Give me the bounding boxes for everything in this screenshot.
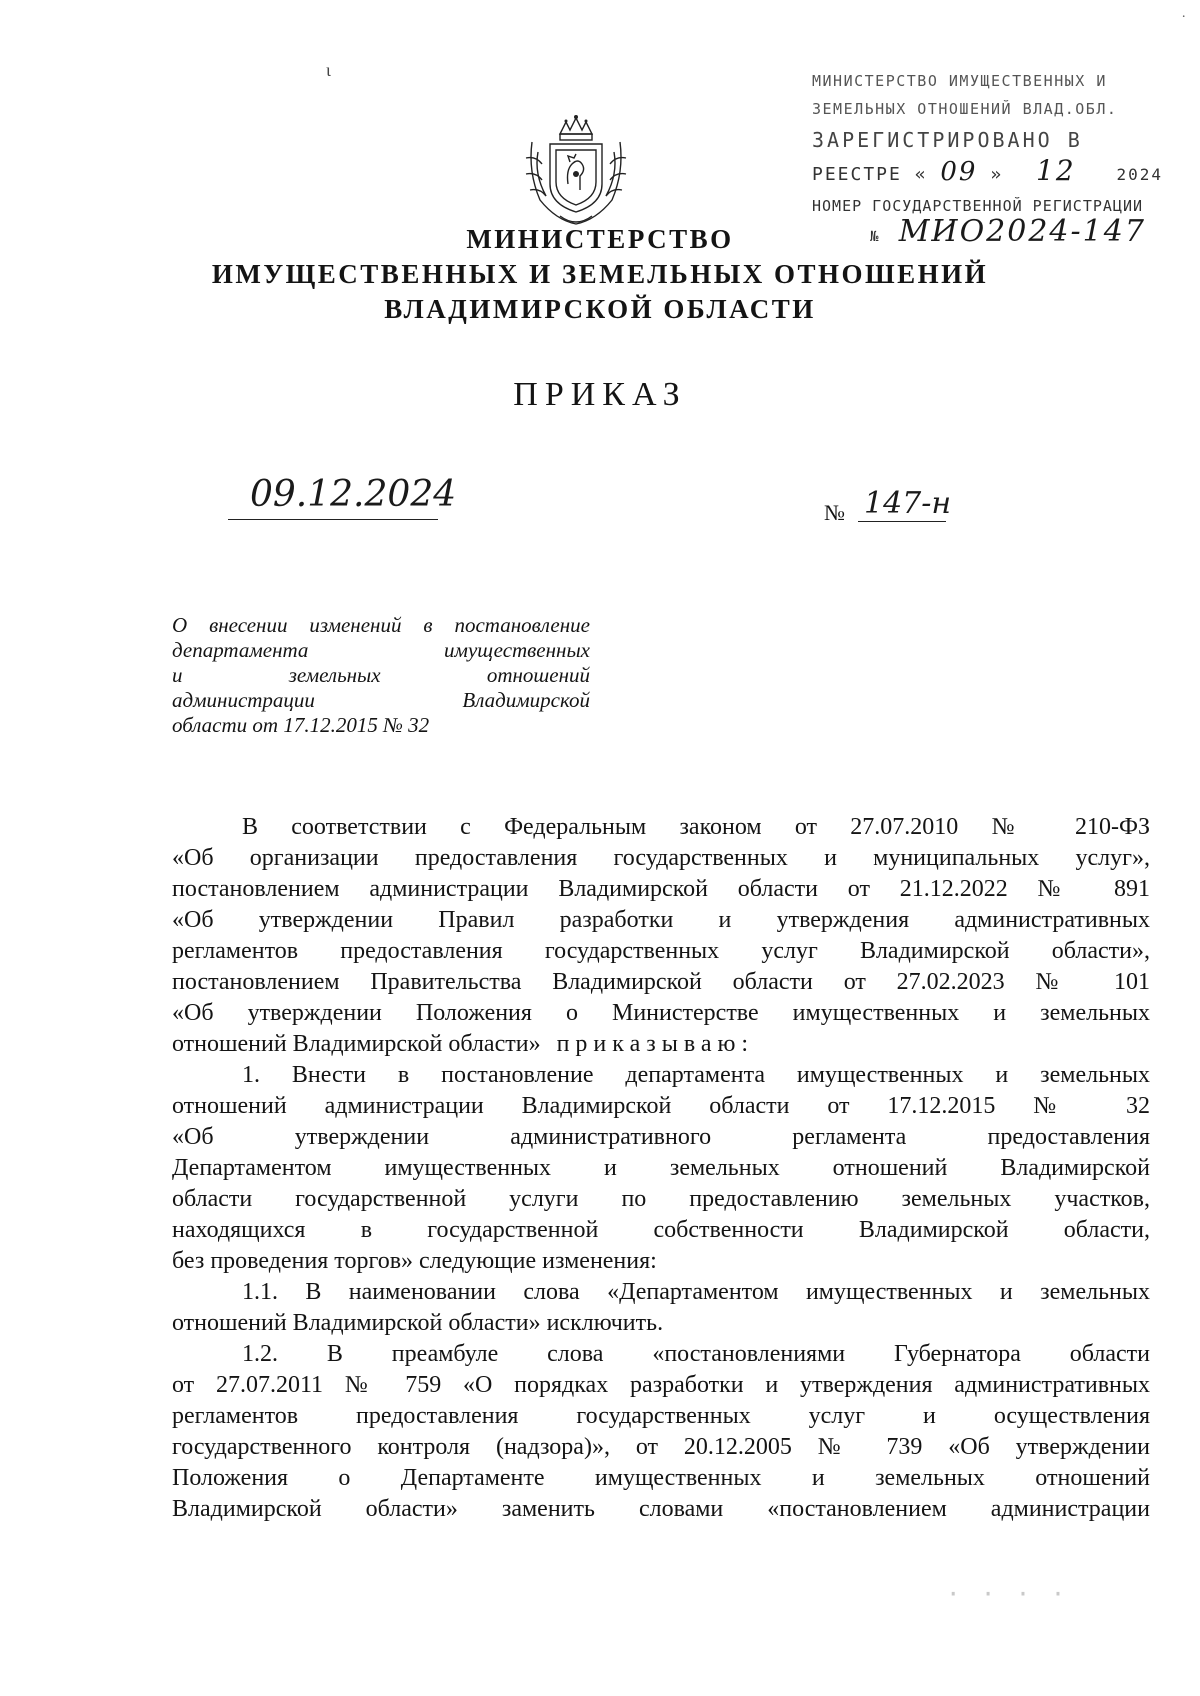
body-line: «Об утверждении Правил разработки и утверждения административных [172, 907, 1150, 933]
stamp-day: 09 [940, 157, 978, 187]
stamp-line-1: МИНИСТЕРСТВО ИМУЩЕСТВЕННЫХ И [812, 72, 1107, 90]
body-line: регламентов предоставления государственных услуг и осуществления [172, 1403, 1150, 1429]
top-mark: ι [326, 60, 331, 80]
document-type-title: ПРИКАЗ [513, 376, 687, 413]
stamp-line-3: ЗАРЕГИСТРИРОВАНО В [812, 128, 1083, 152]
stamp-reestr-label: РЕЕСТРЕ « [812, 164, 928, 185]
order-date: 09.12.2024 [250, 474, 457, 515]
order-number: 147-н [864, 486, 952, 521]
body-line [172, 1029, 1150, 1060]
stamp-line-2: ЗЕМЕЛЬНЫХ ОТНОШЕНИЙ ВЛАД.ОБЛ. [812, 100, 1118, 118]
stamp-line-5: НОМЕР ГОСУДАРСТВЕННОЙ РЕГИСТРАЦИИ [812, 197, 1144, 215]
number-underline [858, 521, 946, 522]
body-line: отношений Владимирской области» исключить. [172, 1310, 664, 1336]
body-line: отношений администрации Владимирской области от 17.12.2015 № 32 [172, 1093, 1150, 1119]
body-line: Положения о Департаменте имущественных и земельных отношений [172, 1465, 1150, 1491]
body-line: «Об утверждении административного регламента предоставления [172, 1124, 1150, 1150]
stamp-line-4 [812, 154, 1163, 187]
body-line: постановлением администрации Владимирской области от 21.12.2022 № 891 [172, 876, 1150, 902]
coat-of-arms-icon [520, 112, 632, 230]
document-caption [172, 613, 590, 738]
stamp-reg-number: МИО2024-147 [898, 214, 1146, 249]
body-line: без проведения торгов» следующие изменения: [172, 1248, 657, 1274]
date-underline [228, 519, 438, 520]
body-line: Департаментом имущественных и земельных отношений Владимирской [172, 1155, 1150, 1181]
body-line: В соответствии с Федеральным законом от 27.07.2010 № 210-ФЗ [242, 814, 1150, 840]
faint-page-mark: · · · · [946, 1580, 1069, 1608]
stamp-month: 12 [1036, 154, 1076, 187]
ministry-name-line-1: МИНИСТЕРСТВО [466, 224, 734, 254]
ministry-name-line-2: ИМУЩЕСТВЕННЫХ И ЗЕМЕЛЬНЫХ ОТНОШЕНИЙ [211, 259, 989, 289]
body-line: «Об утверждении Положения о Министерстве имущественных и земельных [172, 1000, 1150, 1026]
ministry-name-line-3: ВЛАДИМИРСКОЙ ОБЛАСТИ [384, 294, 816, 324]
order-verb: приказываю: [556, 1031, 755, 1057]
body-line: постановлением Правительства Владимирской области от 27.02.2023 № 101 [172, 969, 1150, 995]
body-line: Владимирской области» заменить словами «постановлением администрации [172, 1496, 1150, 1522]
body-line: 1. Внести в постановление департамента имущественных и земельных [242, 1062, 1150, 1088]
body-line: государственного контроля (надзора)», от 20.12.2005 № 739 «Об утверждении [172, 1434, 1150, 1460]
body-line-text: отношений Владимирской области» [172, 1031, 541, 1057]
body-line: от 27.07.2011 № 759 «О порядках разработки и утверждения административных [172, 1372, 1150, 1398]
body-line: «Об организации предоставления государственных и муниципальных услуг», [172, 845, 1150, 871]
caption-line: администрации Владимирской [172, 688, 590, 712]
caption-line: О внесении изменений в постановление [172, 613, 590, 637]
stamp-year: 2024 [1116, 165, 1164, 184]
body-line: регламентов предоставления государственных услуг Владимирской области», [172, 938, 1150, 964]
body-line: 1.2. В преамбуле слова «постановлениями Губернатора области [242, 1341, 1150, 1367]
document-body [172, 812, 1150, 1525]
body-line: находящихся в государственной собственности Владимирской области, [172, 1217, 1150, 1243]
caption-line: области от 17.12.2015 № 32 [172, 713, 430, 737]
order-number-label: № [824, 500, 845, 525]
stamp-reg-prefix: № [870, 229, 881, 245]
caption-line: и земельных отношений [172, 663, 590, 687]
corner-mark: · [1181, 10, 1186, 25]
body-line: 1.1. В наименовании слова «Департаментом имущественных и земельных [242, 1279, 1150, 1305]
body-line: области государственной услуги по предоставлению земельных участков, [172, 1186, 1150, 1212]
caption-line: департамента имущественных [172, 638, 590, 662]
stamp-quote-close: » [990, 164, 1004, 185]
